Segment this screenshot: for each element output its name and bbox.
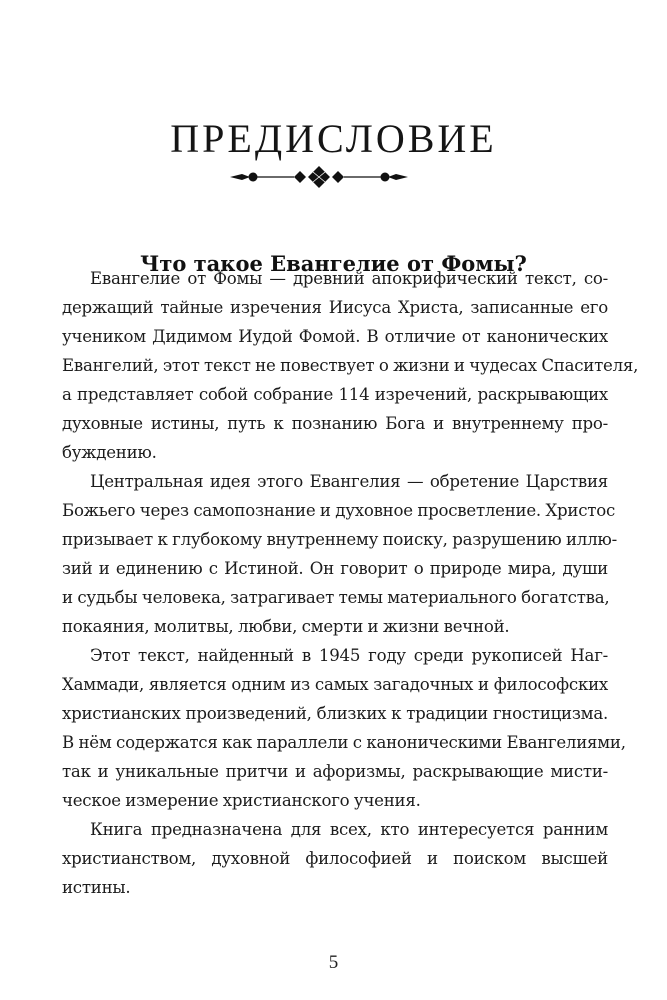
text-line: христианством, духовной философией и поиском высшей — [62, 849, 608, 868]
body-text — [62, 264, 639, 902]
text-line: буждению. — [62, 443, 157, 462]
text-line: Хаммади, является одним из самых загадочных и философских — [62, 675, 608, 694]
paragraph — [62, 815, 608, 902]
page-title: ПРЕДИСЛОВИЕ — [170, 115, 497, 161]
text-line: учеником Дидимом Иудой Фомой. В отличие от канонических — [62, 327, 608, 346]
ornament-divider-icon — [228, 164, 410, 190]
text-line: ческое измерение христианского учения. — [62, 791, 421, 810]
text-line: держащий тайные изречения Иисуса Христа, записанные его — [62, 298, 608, 317]
paragraph — [62, 641, 626, 815]
text-line: покаяния, молитвы, любви, смерти и жизни вечной. — [62, 617, 510, 636]
text-line: Книга предназначена для всех, кто интересуется ранним — [90, 820, 608, 839]
text-line: христианских произведений, близких к традиции гностицизма. — [62, 704, 608, 723]
text-line: Центральная идея этого Евангелия — обретение Царствия — [90, 472, 608, 491]
text-line: и судьбы человека, затрагивает темы материального богатства, — [62, 588, 610, 607]
text-line: Евангелие от Фомы — древний апокрифический текст, со- — [90, 269, 608, 288]
paragraph — [62, 264, 639, 467]
text-line: Этот текст, найденный в 1945 году среди рукописей Наг- — [90, 646, 608, 665]
text-line: Божьего через самопознание и духовное просветление. Христос — [62, 501, 615, 520]
text-line: зий и единению с Истиной. Он говорит о природе мира, души — [62, 559, 608, 578]
page-number: 5 — [328, 952, 339, 973]
text-line: истины. — [62, 878, 131, 897]
text-line: Евангелий, этот текст не повествует о жизни и чудесах Спасителя, — [62, 356, 639, 375]
text-line: так и уникальные притчи и афоризмы, раскрывающие мисти- — [62, 762, 608, 781]
text-line: духовные истины, путь к познанию Бога и внутреннему про- — [62, 414, 608, 433]
text-line: призывает к глубокому внутреннему поиску, разрушению иллю- — [62, 530, 617, 549]
text-line: В нём содержатся как параллели с каноническими Евангелиями, — [62, 733, 626, 752]
text-line: а представляет собой собрание 114 изречений, раскрывающих — [62, 385, 608, 404]
paragraph — [62, 467, 617, 641]
section-heading: Что такое Евангелие от Фомы? — [140, 251, 527, 277]
